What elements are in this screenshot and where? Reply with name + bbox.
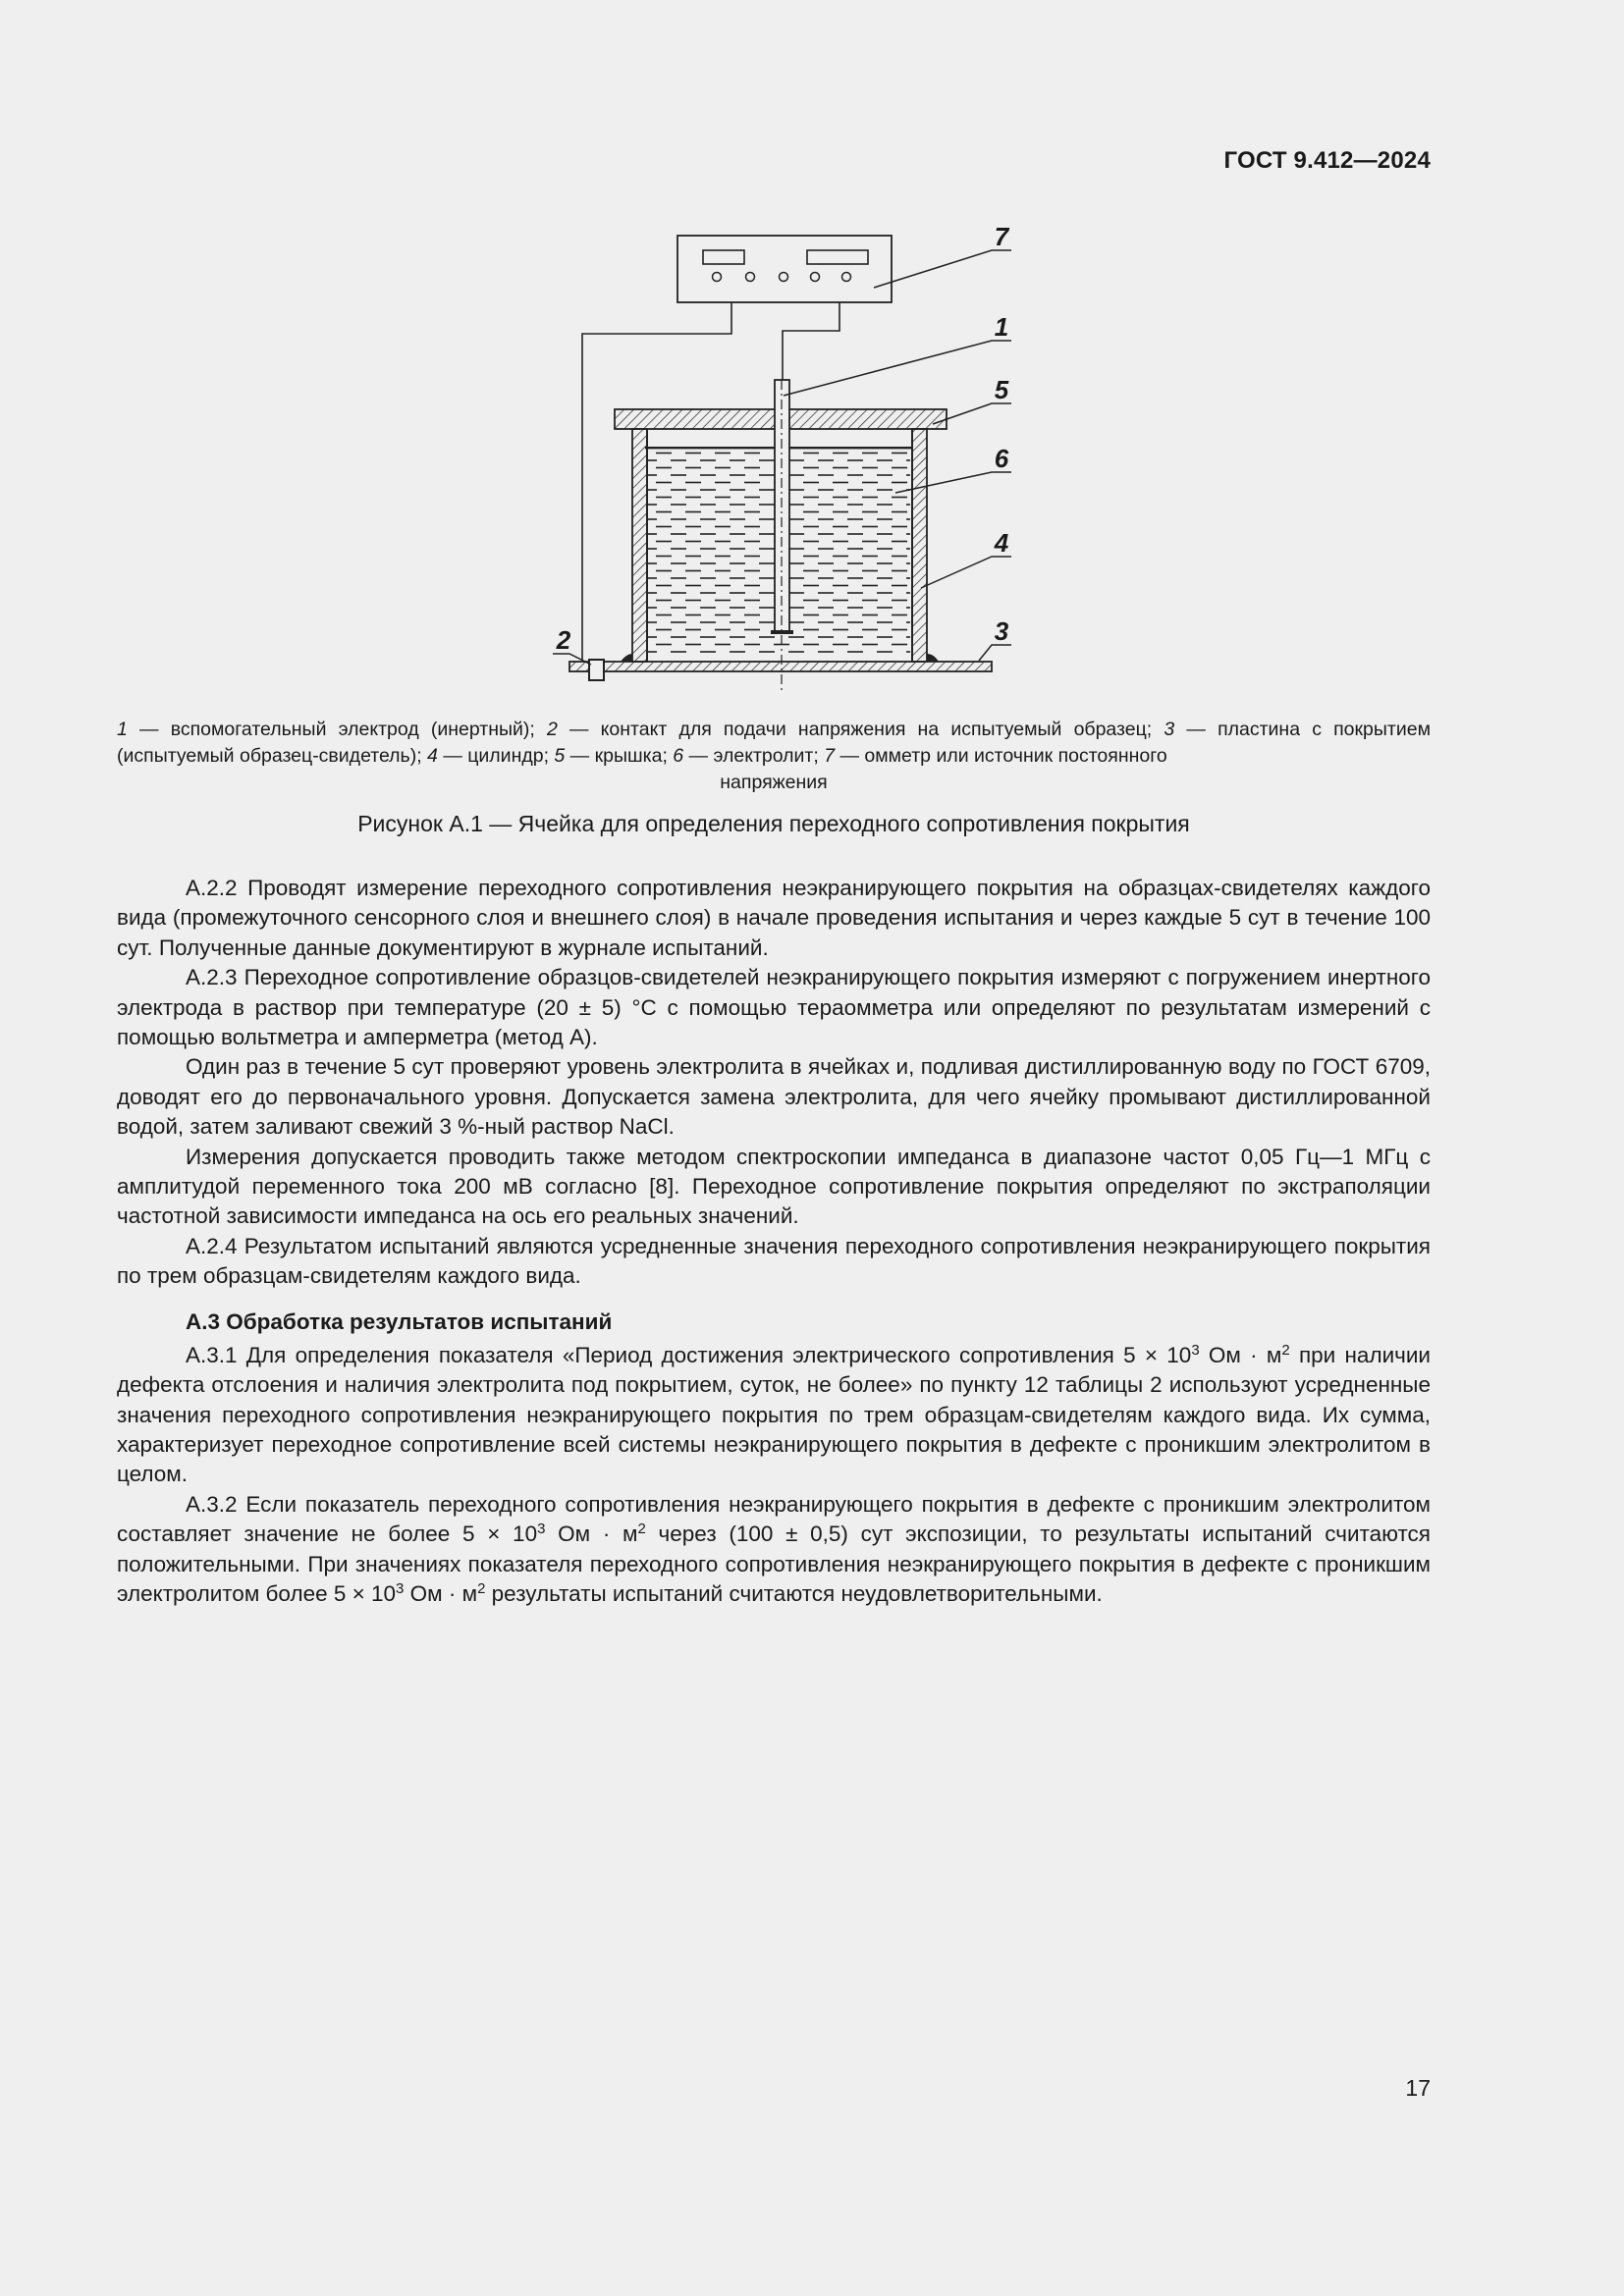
label-2: 2 [556, 625, 571, 655]
cell-diagram [550, 221, 1011, 702]
section-heading-a3: А.3 Обработка результатов испытаний [186, 1308, 613, 1334]
paragraph-a31: А.3.1 Для определения показателя «Период достижения электрического сопротивления $5 \times 10^3$ Ом · $м^2$ при наличии дефекта отслоения и наличия электролита под покрытием, суток, не более» по пункту 12 таблицы 2 используют усредненные значения переходного сопротивления неэкранирующего покрытия по трем образцам-свидетелям каждого вида. Их сумма, характеризует переходное сопротивление всей системы неэкранирующего покрытия в дефекте с проникшим электролитом в целом. [117, 1341, 1432, 1487]
paragraph-a24: А.2.4 Результатом испытаний являются усредненные значения переходного сопротивления неэкранирующего покрытия по трем образцам-свидетелям каждого вида. [117, 1233, 1431, 1289]
paragraph-impedance: Измерения допускается проводить также методом спектроскопии импеданса в диапазоне частот 0,05 Гц—1 МГц с амплитудой переменного тока 200 мВ согласно [8]. Переходное сопротивление покрытия определяют по экстраполяции частотной зависимости импеданса на ось его реальных значений. [117, 1144, 1431, 1229]
label-4: 4 [994, 528, 1009, 558]
figure-caption: Рисунок А.1 — Ячейка для определения переходного сопротивления покрытия [357, 811, 1190, 836]
standard-code: ГОСТ 9.412—2024 [1223, 147, 1431, 174]
figure-legend: 1 — вспомогательный электрод (инертный); 2 — контакт для подачи напряжения на испытуемый образец; 3 — пластина с покрытием (испытуемый образец-свидетель); 4 — цилиндр; 5 — крышка; 6 — электролит; 7 — омметр или источник постоянного напряжения [117, 719, 1431, 793]
paragraph-a32: А.3.2 Если показатель переходного сопротивления неэкранирующего покрытия в дефекте с проникшим электролитом составляет значение не более $5 \times 10^3$ Ом · $м^2$ через (100 ± 0,5) сут экспозиции, то результаты испытаний считаются положительными. При значениях показателя переходного сопротивления неэкранирующего покрытия в дефекте с проникшим электролитом более $5 \times 10^3$ Ом · $м^2$ результаты испытаний считаются неудовлетворительными. [117, 1491, 1431, 1606]
label-6: 6 [994, 444, 1009, 473]
label-3: 3 [994, 616, 1009, 646]
coated-plate [569, 662, 992, 671]
paragraph-electrolyte-level: Один раз в течение 5 сут проверяют уровень электролита в ячейках и, подливая дистиллированную воду по ГОСТ 6709, доводят его до первоначального уровня. Допускается замена электролита, для чего ячейку промывают дистиллированной водой, затем заливают свежий 3 %-ный раствор NaCl. [117, 1054, 1431, 1140]
paragraph-a23: А.2.3 Переходное сопротивление образцов-свидетелей неэкранирующего покрытия измеряют с погружением инертного электрода в раствор при температуре (20 ± 5) °С с помощью тераомметра или определяют по результатам измерений с помощью вольтметра и амперметра (метод А). [117, 965, 1431, 1050]
ohmmeter-box [677, 236, 892, 302]
contact [589, 660, 604, 680]
label-1: 1 [994, 312, 1009, 342]
paragraph-a22: А.2.2 Проводят измерение переходного сопротивления неэкранирующего покрытия на образцах-свидетелях каждого вида (промежуточного сенсорного слоя и внешнего слоя) в начале проведения испытания и через каждые 5 сут в течение 100 сут. Полученные данные документируют в журнале испытаний. [117, 876, 1431, 960]
document-body [117, 874, 1431, 1609]
label-7: 7 [994, 222, 1009, 251]
label-5: 5 [994, 375, 1009, 404]
page-number: 17 [1405, 2075, 1431, 2101]
